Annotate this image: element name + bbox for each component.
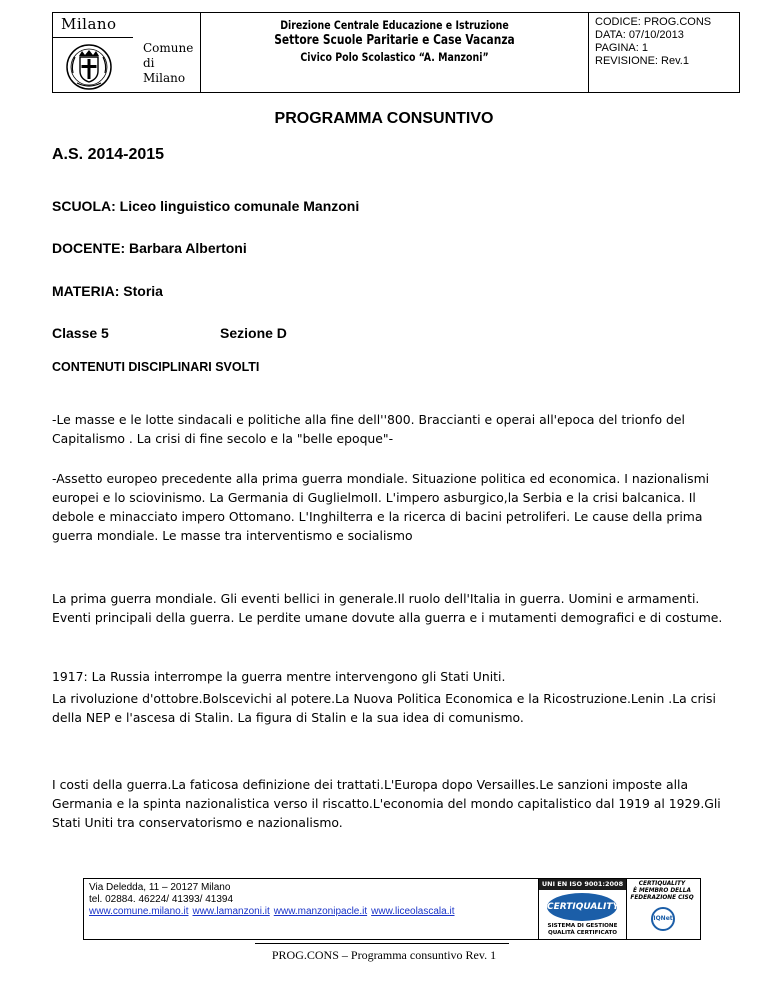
- cert-system-text: [539, 923, 626, 937]
- certification-logos: [539, 879, 700, 939]
- federation-line2: È MEMBRO DELLA: [633, 888, 691, 894]
- subject-line: MATERIA: Storia: [52, 283, 163, 299]
- logo-comune-line2: di Milano: [143, 56, 186, 85]
- logo-city-name: Milano: [61, 15, 117, 33]
- header-page: PAGINA: 1: [595, 42, 648, 54]
- header-document-info: [589, 13, 739, 92]
- footer-address: Via Deledda, 11 – 20127 Milano: [89, 882, 231, 893]
- header-date: DATA: 07/10/2013: [595, 29, 684, 41]
- school-line: SCUOLA: Liceo linguistico comunale Manzoni: [52, 198, 360, 214]
- content-paragraph: -Assetto europeo precedente alla prima guerra mondiale. Situazione politica ed economica. I nazionalismi europei e lo sciovinismo. La Germania di GuglielmoII. L'impero asburgico,la Serbia e la crisi balcanica. Il debole e minacciato impero Ottomano. L'Inghilterra e la ricerca di bacini petroliferi. Le cause della prima guerra mondiale. Le masse tra interventismo e socialismo: [52, 471, 710, 543]
- cert-badge: CERTIQUALITY: [547, 893, 617, 921]
- footer-rule: [255, 943, 509, 944]
- header-institution: [201, 13, 589, 92]
- header-code: CODICE: PROG.CONS: [595, 16, 712, 28]
- header-sector: Settore Scuole Paritarie e Case Vacanza: [274, 33, 515, 48]
- content-paragraph: La prima guerra mondiale. Gli eventi bellici in generale.Il ruolo dell'Italia in guerra. Uomini e armamenti. Eventi principali della guerra. Le perdite umane dovute alla guerra e i mutamenti demografici e di costume.: [52, 591, 723, 625]
- footer-links: [89, 906, 538, 918]
- teacher-line: DOCENTE: Barbara Albertoni: [52, 240, 247, 256]
- footer-link-manzonipacle[interactable]: www.manzonipacle.it: [273, 906, 368, 917]
- content-paragraph: I costi della guerra.La faticosa definizione dei trattati.L'Europa dopo Versailles.Le sanzioni imposte alla Germania e la spinta nazionalistica verso il riscatto.L'economia del mondo capitalistico dal 1919 al 1929.Gli Stati Uniti tra conservatorismo e nazionalismo.: [52, 777, 721, 830]
- footer-contacts: [84, 879, 539, 939]
- footer-link-comune[interactable]: www.comune.milano.it: [89, 906, 189, 917]
- certiquality-logo: [539, 879, 627, 939]
- logo-comune-text: [143, 41, 200, 86]
- federation-text: [629, 881, 695, 902]
- federation-logo: [627, 879, 700, 939]
- city-crest-icon: [65, 43, 113, 91]
- footer-phone: tel. 02884. 46224/ 41393/ 41394: [89, 894, 234, 905]
- header-school: Civico Polo Scolastico “A. Manzoni”: [300, 50, 489, 64]
- cert-system-line1: SISTEMA DI GESTIONE: [547, 923, 618, 929]
- class-line: Classe 5: [52, 325, 109, 341]
- content-paragraph: 1917: La Russia interrompe la guerra mentre intervengono gli Stati Uniti.: [52, 669, 506, 684]
- footer-caption: PROG.CONS – Programma consuntivo Rev. 1: [271, 948, 497, 962]
- document-footer: [83, 878, 701, 940]
- cert-system-line2: QUALITÀ CERTIFICATO: [547, 930, 618, 936]
- header-revision: REVISIONE: Rev.1: [595, 55, 689, 67]
- footer-link-lamanzoni[interactable]: www.lamanzoni.it: [192, 906, 270, 917]
- school-year: A.S. 2014-2015: [52, 146, 165, 163]
- header-directorate: Direzione Centrale Educazione e Istruzione: [280, 18, 509, 32]
- logo-comune-line1: Comune: [143, 41, 194, 55]
- content-paragraph: -Le masse e le lotte sindacali e politiche alla fine dell''800. Braccianti e operai all'epoca del trionfo del Capitalismo . La crisi di fine secolo e la "belle epoque"-: [52, 412, 685, 446]
- city-logo: [53, 13, 201, 92]
- cert-standard: UNI EN ISO 9001:2008: [539, 879, 626, 890]
- federation-line1: CERTIQUALITY: [638, 881, 686, 887]
- document-header: [52, 12, 740, 93]
- logo-divider: [53, 37, 133, 38]
- federation-line3: FEDERAZIONE CISQ: [630, 895, 694, 901]
- content-paragraph: La rivoluzione d'ottobre.Bolscevichi al potere.La Nuova Politica Economica e la Ricostruzione.Lenin .La crisi della NEP e l'ascesa di Stalin. La figura di Stalin e la sua idea di comunismo.: [52, 691, 716, 725]
- footer-link-liceolascala[interactable]: www.liceolascala.it: [371, 906, 455, 917]
- section-line: Sezione D: [220, 325, 287, 341]
- content-heading: CONTENUTI DISCIPLINARI SVOLTI: [52, 360, 260, 374]
- document-title: PROGRAMMA CONSUNTIVO: [274, 110, 494, 127]
- iqnet-icon: IQNet: [651, 907, 675, 931]
